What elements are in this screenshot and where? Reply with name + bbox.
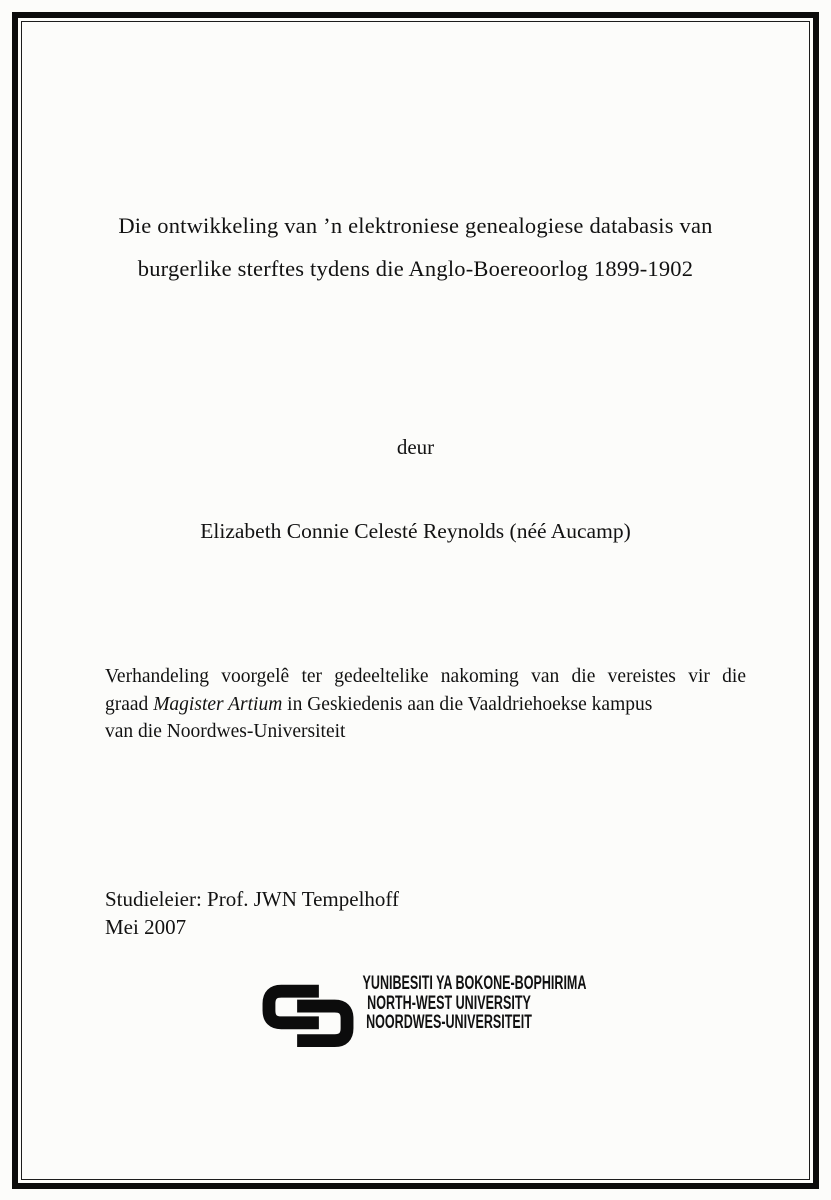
university-name-afrikaans: NOORDWES-UNIVERSITEIT — [365, 1012, 532, 1033]
degree-statement-line-1: Verhandeling voorgelê ter gedeeltelike nakoming van die vereistes vir die — [105, 666, 746, 687]
date-line: Mei 2007 — [105, 915, 187, 939]
degree-statement-line-2-post: in Geskiedenis aan die Vaaldriehoekse kampus — [282, 693, 653, 715]
university-logo — [0, 967, 831, 1052]
degree-statement-line-2 — [105, 691, 746, 719]
supervisor-line: Studieleier: Prof. JWN Tempelhoff — [105, 887, 400, 911]
degree-statement — [105, 663, 746, 746]
author-name: Elizabeth Connie Celesté Reynolds (néé Aucamp) — [200, 519, 631, 543]
supervisor-block — [105, 885, 399, 941]
thesis-title-line-2: burgerlike sterftes tydens die Anglo-Boereoorlog 1899-1902 — [137, 256, 694, 281]
degree-statement-line-3: van die Noordwes-Universiteit — [105, 721, 346, 742]
university-name-english: NORTH-WEST UNIVERSITY — [366, 992, 531, 1014]
university-name-setswana: YUNIBESITI YA BOKONE-BOPHIRIMA — [362, 973, 586, 994]
thesis-title-line-1: Die ontwikkeling van ’n elektroniese genealogiese databasis van — [118, 213, 713, 238]
byline: deur — [396, 435, 435, 459]
university-logo-text — [318, 967, 586, 1033]
degree-statement-line-2-pre: graad — [105, 693, 154, 715]
degree-name: Magister Artium — [153, 693, 283, 715]
